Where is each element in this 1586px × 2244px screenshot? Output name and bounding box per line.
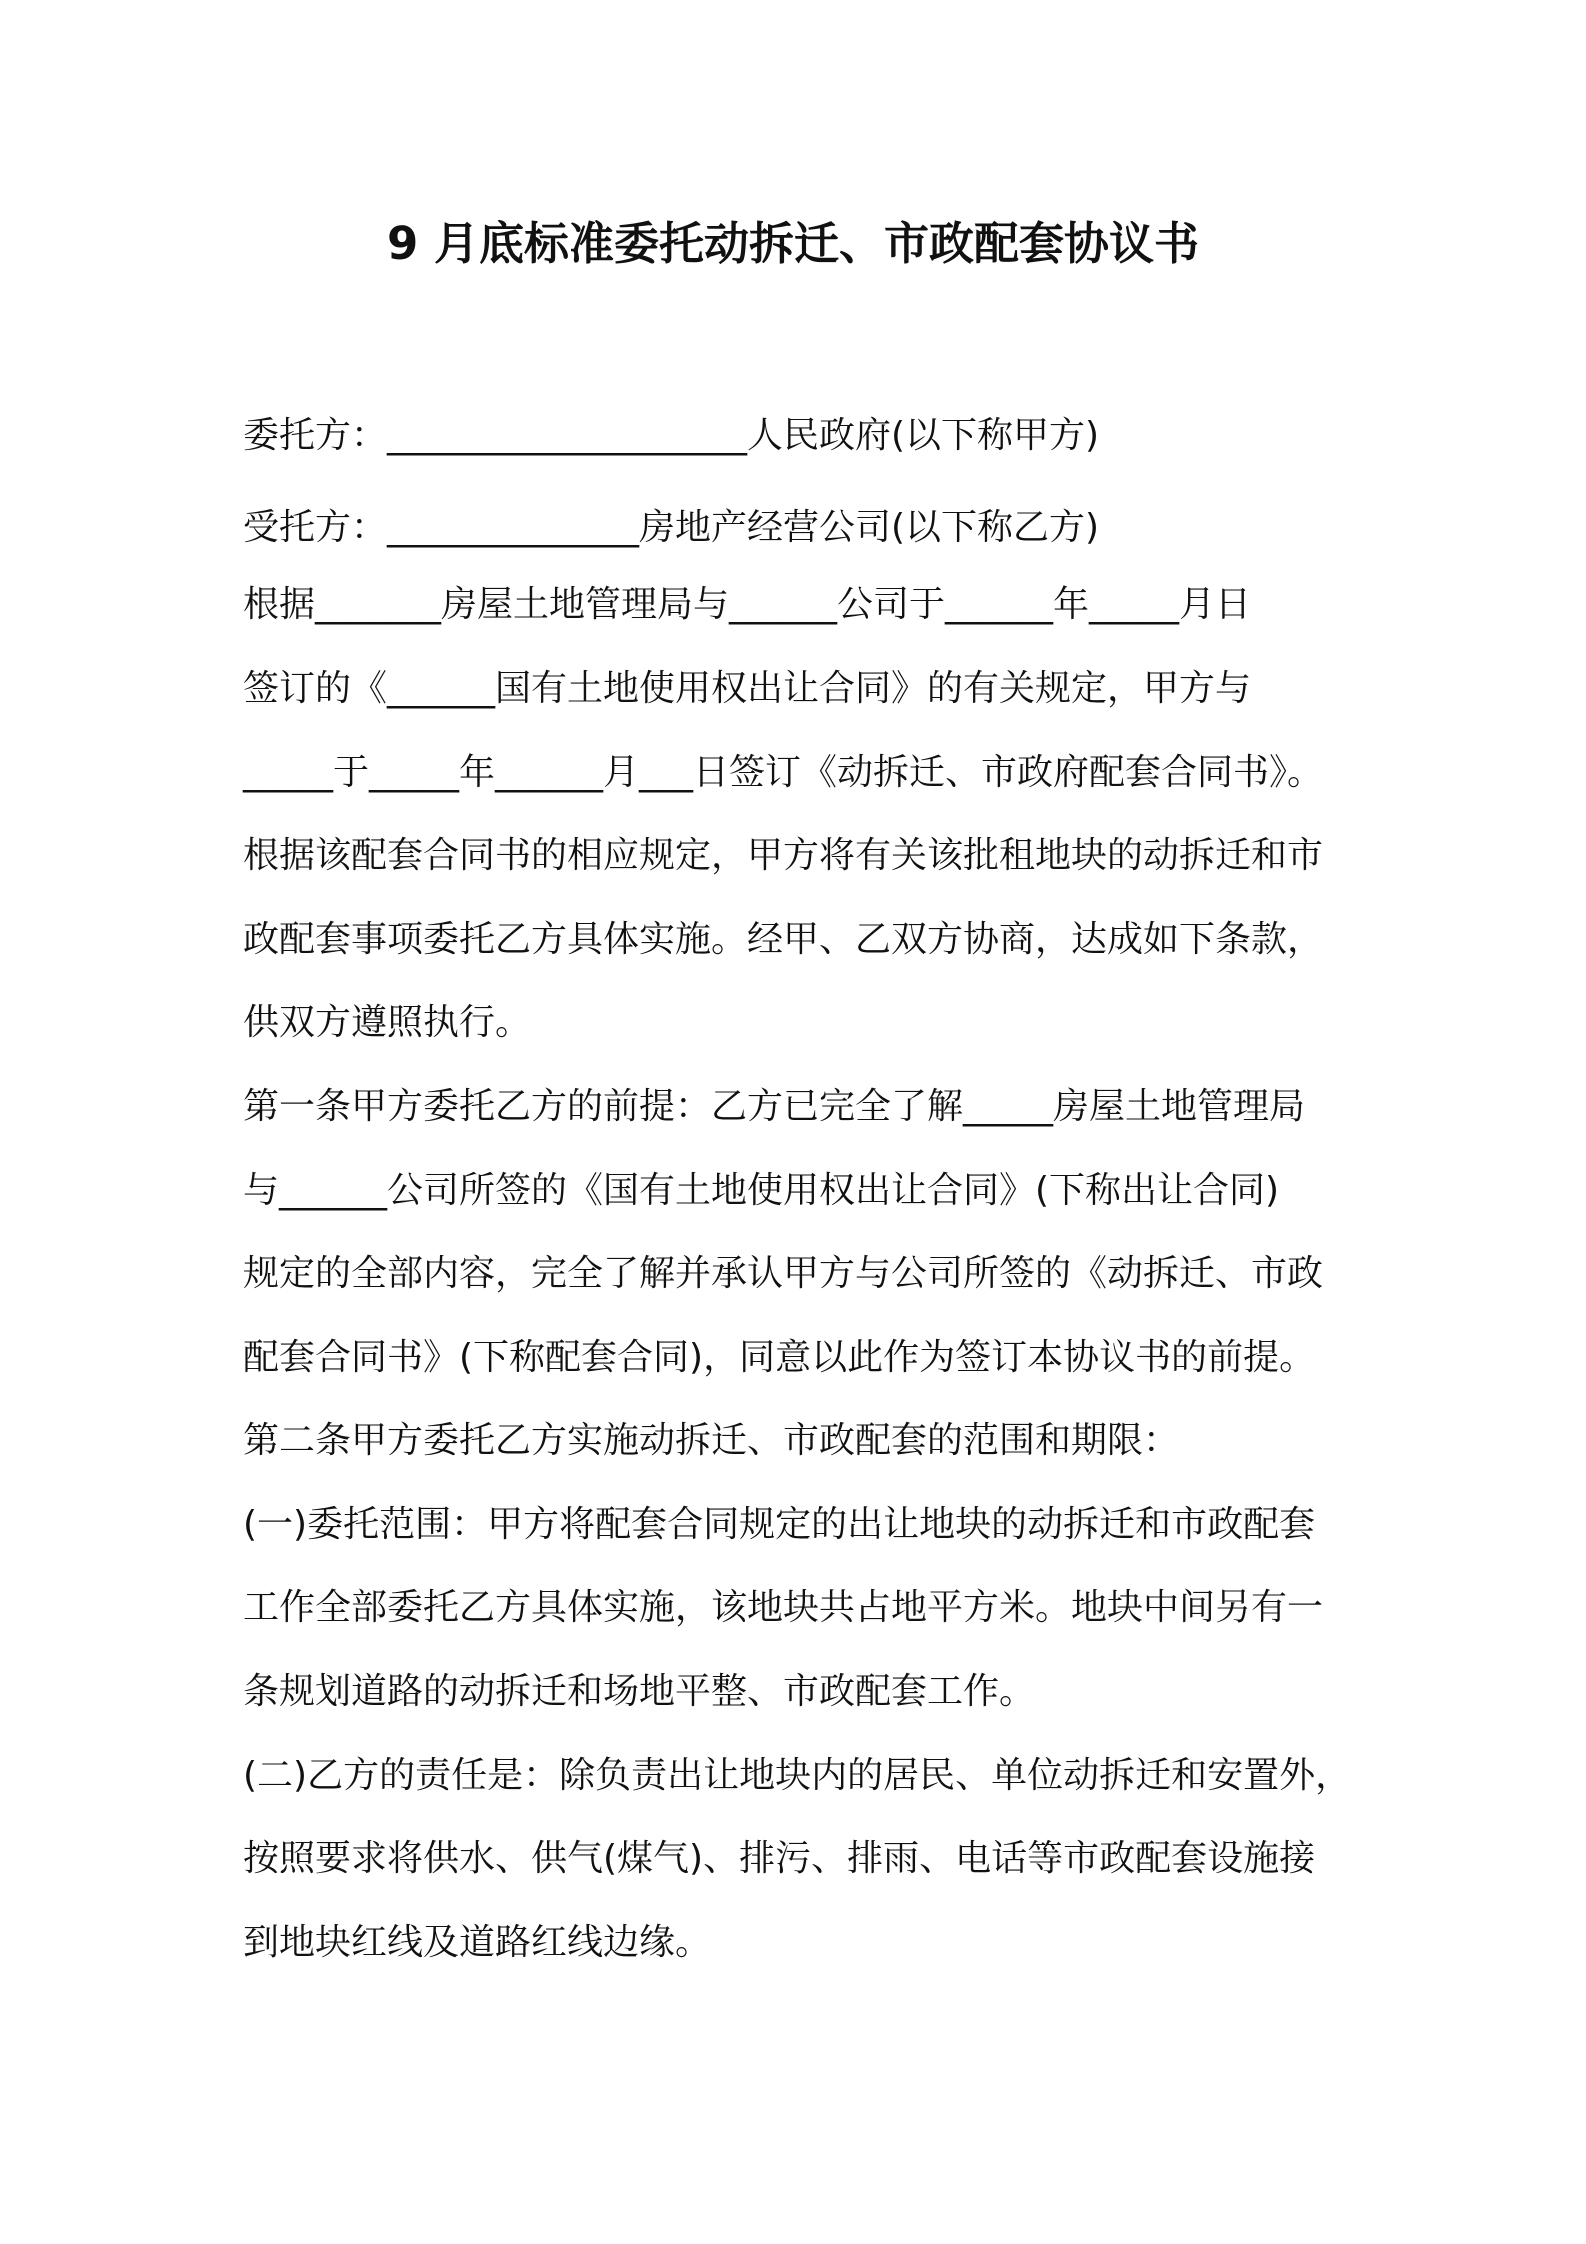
clause-line: (二)乙方的责任是：除负责出让地块内的居民、单位动拆迁和安置外，	[243, 1755, 1352, 1796]
clause-line: 委托方：____________________人民政府(以下称甲方)	[243, 415, 1100, 456]
clause-line: 政配套事项委托乙方具体实施。经甲、乙双方协商，达成如下条款，	[243, 919, 1324, 960]
clause-line: 配套合同书》(下称配套合同)，同意以此作为签订本协议书的前提。	[243, 1337, 1316, 1378]
clause-line: 条规划道路的动拆迁和场地平整、市政配套工作。	[243, 1671, 1036, 1712]
clause-line: 与______公司所签的《国有土地使用权出让合同》(下称出让合同)	[243, 1170, 1280, 1211]
clause-line: 到地块红线及道路红线边缘。	[243, 1922, 712, 1963]
document-title: 9 月底标准委托动拆迁、市政配套协议书	[387, 217, 1199, 270]
clause-line: 供双方遵照执行。	[243, 1002, 532, 1043]
clause-line: 根据该配套合同书的相应规定，甲方将有关该批租地块的动拆迁和市	[243, 835, 1324, 876]
clause-line: 规定的全部内容，完全了解并承认甲方与公司所签的《动拆迁、市政	[243, 1253, 1324, 1294]
clause-line: 第一条甲方委托乙方的前提：乙方已完全了解_____房屋土地管理局	[243, 1086, 1306, 1127]
clause-line: 第二条甲方委托乙方实施动拆迁、市政配套的范围和期限：	[243, 1420, 1180, 1461]
clause-line: (一)委托范围：甲方将配套合同规定的出让地块的动拆迁和市政配套	[243, 1504, 1316, 1545]
clause-line: 按照要求将供水、供气(煤气)、排污、排雨、电话等市政配套设施接	[243, 1838, 1316, 1879]
clause-line: 受托方：______________房地产经营公司(以下称乙方)	[243, 507, 1100, 548]
clause-line: _____于_____年______月___日签订《动拆迁、市政府配套合同书》。	[243, 752, 1324, 793]
clause-line: 签订的《______国有土地使用权出让合同》的有关规定，甲方与	[243, 668, 1252, 709]
clause-line: 根据_______房屋土地管理局与______公司于______年_____月日	[243, 584, 1252, 625]
clause-line: 工作全部委托乙方具体实施，该地块共占地平方米。地块中间另有一	[243, 1587, 1324, 1628]
